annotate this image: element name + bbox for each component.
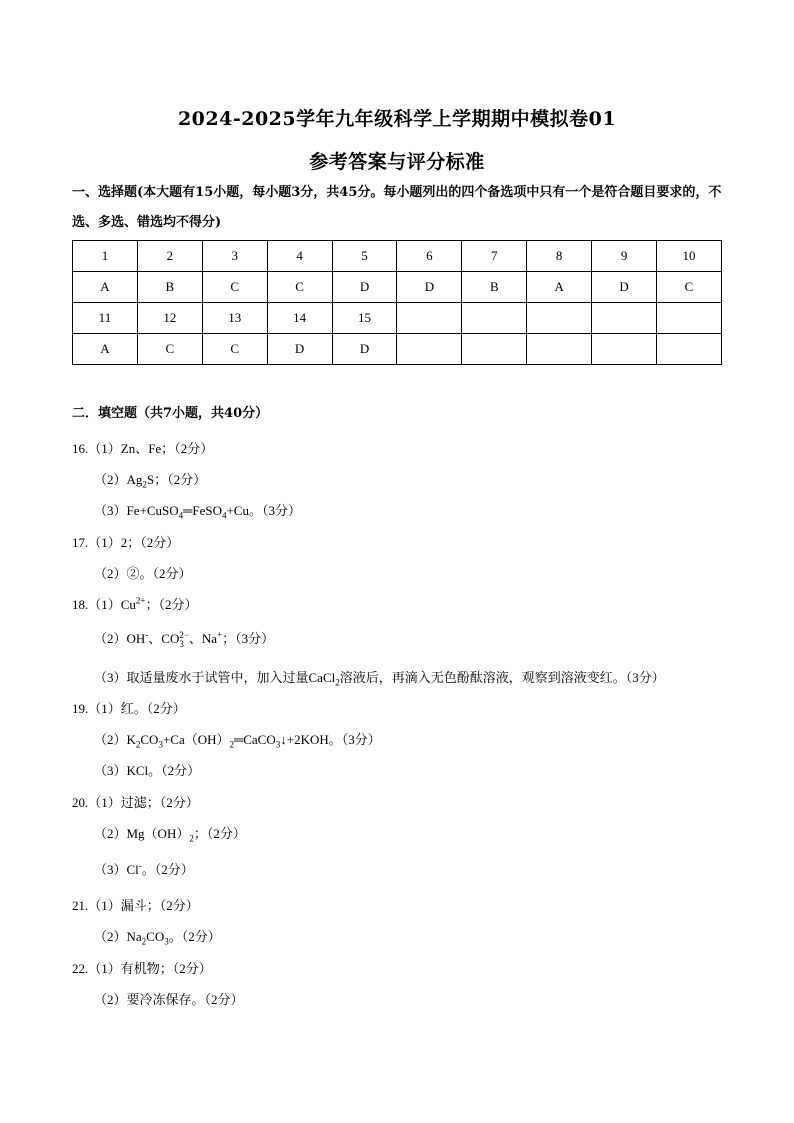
q17-part1: 17.（1）2；（2分） (72, 535, 180, 550)
table-cell: A (73, 334, 138, 365)
table-cell: D (592, 272, 657, 303)
q22-part2: （2）要冷冻保存。（2分） (94, 992, 244, 1007)
table-cell: 15 (332, 303, 397, 334)
table-cell: 7 (462, 241, 527, 272)
table-row (73, 303, 722, 334)
page-title: 2024-2025学年九年级科学上学期期中模拟卷01 (177, 108, 617, 130)
table-cell: 4 (267, 241, 332, 272)
table-cell: D (332, 272, 397, 303)
table-cell: 8 (527, 241, 592, 272)
table-cell: D (397, 272, 462, 303)
table-cell: 12 (137, 303, 202, 334)
q16-part3: （3）Fe+CuSO$_4$═FeSO$_4$+Cu。（3分） (94, 503, 301, 521)
q20-part1: 20.（1）过滤；（2分） (72, 795, 199, 810)
table-cell (462, 334, 527, 365)
q18-part3: （3）取适量废水于试管中，加入过量CaCl$_2$溶液后，再滴入无色酚酞溶液，观察到溶液变红。（3分） (94, 670, 665, 688)
table-cell: 3 (202, 241, 267, 272)
table-cell: C (202, 272, 267, 303)
table-cell (592, 334, 657, 365)
table-cell: 6 (397, 241, 462, 272)
table-cell: C (657, 272, 722, 303)
table-cell (397, 303, 462, 334)
q16-part1: 16.（1）Zn、Fe；（2分） (72, 441, 214, 456)
table-cell: B (137, 272, 202, 303)
q21-part1: 21.（1）漏斗；（2分） (72, 898, 199, 913)
table-cell: 5 (332, 241, 397, 272)
table-cell: 1 (73, 241, 138, 272)
page-subtitle: 参考答案与评分标准 (309, 151, 485, 173)
section2-heading: 二．填空题（共7小题，共40分） (72, 406, 269, 421)
q18-part1: $18.(1)Cu^{2+}$；（2分） (72, 595, 198, 612)
table-cell: D (267, 334, 332, 365)
table-cell: B (462, 272, 527, 303)
q19-part3: （3）KCl。（2分） (94, 763, 201, 778)
table-cell: 14 (267, 303, 332, 334)
table-row (73, 272, 722, 303)
table-cell (592, 303, 657, 334)
q19-part2: $(2)K_2CO_3+Ca(OH)_2═CaCO_3↓+2KOH$。（3分） (94, 732, 381, 750)
table-cell: 9 (592, 241, 657, 272)
table-cell (657, 303, 722, 334)
table-cell: A (527, 272, 592, 303)
table-cell: C (267, 272, 332, 303)
q20-part3: （3）Cl-。（2分） (94, 860, 194, 877)
q20-part2: $(2)Mg(OH)_2$；（2分） (94, 826, 246, 844)
q21-part2: $(2)Na_2CO_3$。（2分） (94, 929, 221, 947)
q19-part1: 19.（1）红。（2分） (72, 701, 186, 716)
table-row (73, 334, 722, 365)
q16-part2: $(2)Ag_2S$；（2分） (94, 472, 207, 490)
table-cell (462, 303, 527, 334)
table-cell: D (332, 334, 397, 365)
table-row (73, 241, 722, 272)
q22-part1: 22.（1）有机物；（2分） (72, 961, 212, 976)
table-cell (397, 334, 462, 365)
table-cell (527, 334, 592, 365)
answer-table (72, 240, 722, 365)
table-cell: C (137, 334, 202, 365)
section1-heading: 一、选择题(本大题有15小题，每小题3分，共45分。每小题列出的四个备选项中只有一个是符合题目要求的，不选、多选、错选均不得分) (72, 185, 722, 230)
table-cell: A (73, 272, 138, 303)
table-cell: 2 (137, 241, 202, 272)
table-cell: 11 (73, 303, 138, 334)
table-cell (657, 334, 722, 365)
table-cell: C (202, 334, 267, 365)
table-cell: 10 (657, 241, 722, 272)
table-cell (527, 303, 592, 334)
q17-part2: （2）②。（2分） (94, 566, 192, 581)
table-cell: 13 (202, 303, 267, 334)
q18-part2: （2）OH-、CO 2− 3 、Na+；（3分） (94, 629, 275, 650)
